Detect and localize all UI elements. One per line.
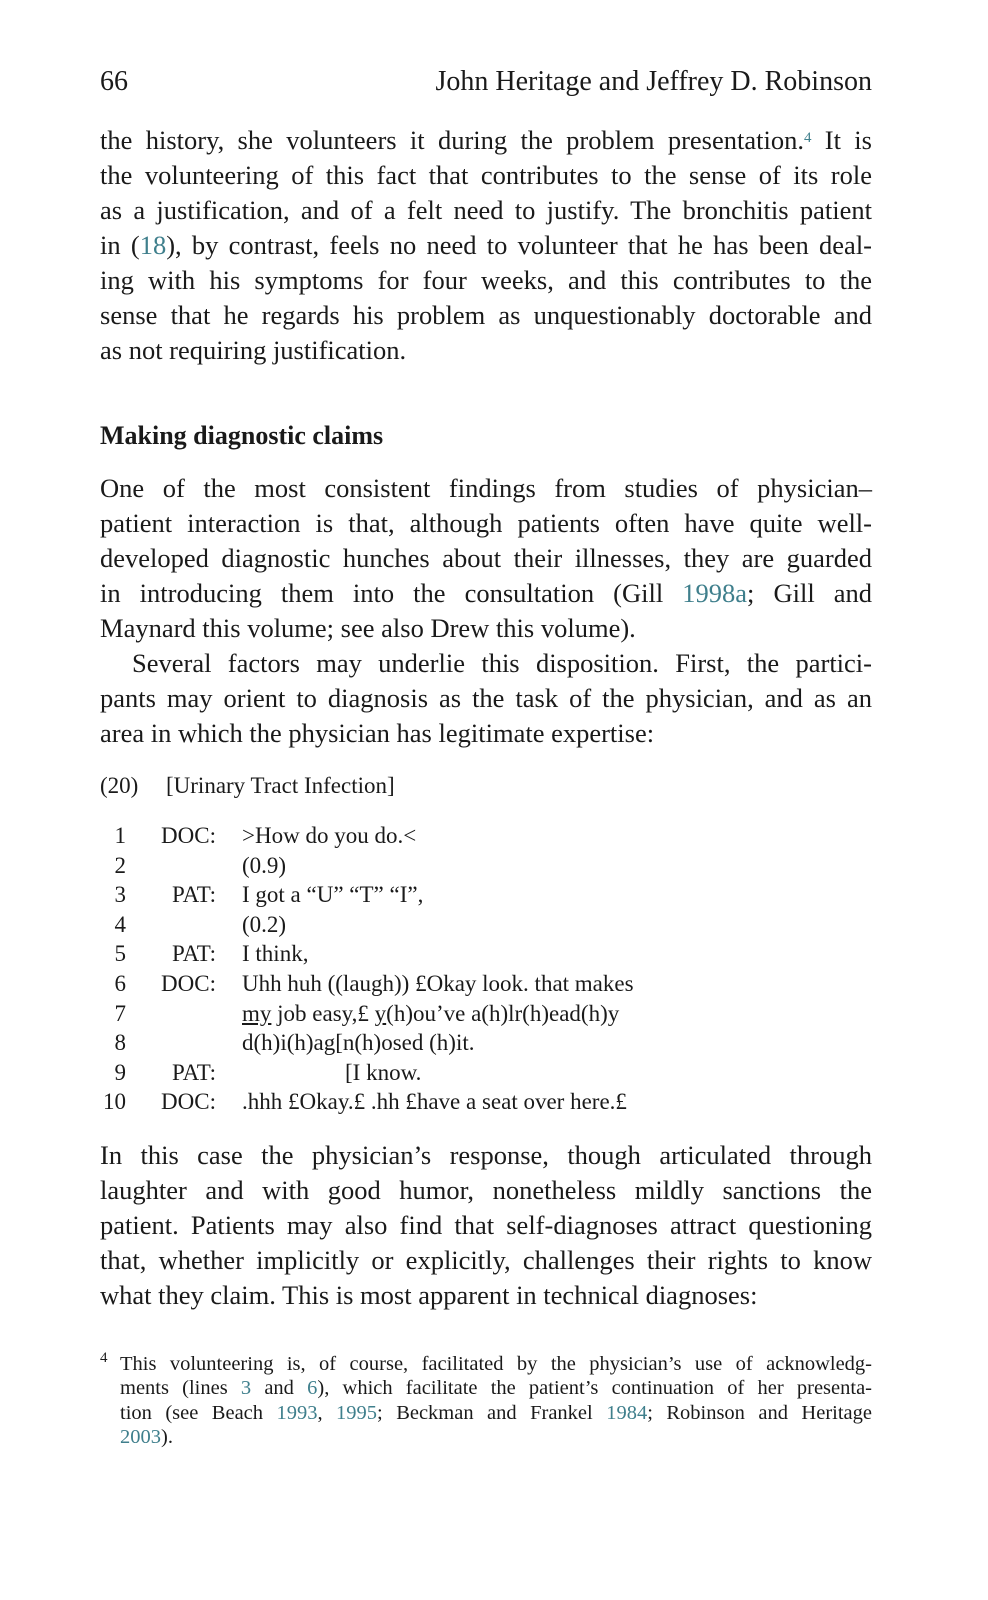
- text-line: area in which the physician has legitimate expertise:: [100, 718, 655, 748]
- footnote-line: ments (lines 3 and 6), which facilitate the patient’s continuation of her presenta-: [120, 1377, 872, 1400]
- paragraph-disposition: [100, 646, 872, 751]
- citation-link[interactable]: 1993: [276, 1401, 318, 1424]
- text-line: what they claim. This is most apparent in technical diagnoses:: [100, 1280, 758, 1310]
- text-line: as not requiring justification.: [100, 335, 407, 365]
- line-number: 5: [114, 941, 126, 967]
- speaker: DOC:: [161, 1089, 216, 1115]
- underlined-word: my: [242, 1000, 272, 1026]
- text-line: in introducing them into the consultation (Gill 1998a; Gill and: [100, 578, 872, 608]
- line-number: 7: [114, 1000, 126, 1026]
- line-link[interactable]: 3: [240, 1377, 252, 1400]
- text-line: in (18), by contrast, feels no need to volunteer that he has been deal-: [100, 230, 873, 260]
- speaker: PAT:: [171, 882, 216, 908]
- paragraph-sanction: [100, 1138, 872, 1313]
- example-link[interactable]: 18: [139, 230, 167, 260]
- transcript-line: [100, 880, 872, 910]
- utterance: >How do you do.<: [242, 823, 417, 848]
- text-line: laughter and with good humor, nonetheless mildly sanctions the: [100, 1175, 872, 1205]
- line-number: 3: [114, 882, 126, 908]
- utterance: my job easy,£ y(h)ou’ve a(h)lr(h)ead(h)y: [242, 1000, 620, 1026]
- footnote-line: tion (see Beach 1993, 1995; Beckman and Frankel 1984; Robinson and Heritage: [120, 1401, 872, 1424]
- text-line: patient. Patients may also find that self-diagnoses attract questioning: [100, 1210, 872, 1240]
- transcript-line: [100, 821, 872, 851]
- transcript-line: [100, 851, 872, 881]
- line-number: 8: [114, 1030, 126, 1056]
- utterance: I think,: [242, 941, 309, 967]
- citation-link[interactable]: 1984: [606, 1401, 648, 1424]
- utterance: [I know.: [345, 1059, 422, 1085]
- transcript-line: [100, 1087, 872, 1117]
- text-line: pants may orient to diagnosis as the task of the physician, and as an: [100, 683, 872, 713]
- citation-link[interactable]: 1998a: [682, 578, 748, 608]
- transcript-line: [100, 999, 872, 1029]
- citation-link[interactable]: 1995: [336, 1401, 378, 1424]
- line-link[interactable]: 6: [307, 1377, 318, 1400]
- footnote-line: This volunteering is, of course, facilitated by the physician’s use of acknowledg-: [120, 1353, 872, 1375]
- utterance: (0.9): [242, 852, 287, 878]
- text-line: In this case the physician’s response, though articulated through: [100, 1140, 872, 1170]
- section-heading: Making diagnostic claims: [100, 421, 384, 450]
- text-line: as a justification, and of a felt need to justify. The bronchitis patient: [100, 195, 872, 225]
- footnote-line: 2003).: [120, 1425, 173, 1448]
- text-line: the history, she volunteers it during the problem presentation.$^4$ It is: [100, 125, 872, 155]
- transcript-line: [100, 969, 872, 999]
- text-line: that, whether implicitly or explicitly, challenges their rights to know: [100, 1245, 872, 1275]
- speaker: PAT:: [171, 941, 216, 967]
- underlined-letter: y: [374, 1000, 387, 1026]
- example-label: [100, 770, 395, 802]
- line-number: 1: [114, 823, 126, 848]
- speaker: DOC:: [161, 970, 216, 996]
- speaker: PAT:: [171, 1059, 216, 1085]
- utterance: d(h)i(h)ag[n(h)osed (h)it.: [242, 1030, 475, 1056]
- text-line: One of the most consistent findings from studies of physician–: [100, 473, 872, 503]
- example-title: [Urinary Tract Infection]: [166, 773, 395, 798]
- line-number: 9: [114, 1059, 126, 1085]
- line-number: 4: [114, 911, 126, 937]
- speaker: DOC:: [161, 823, 216, 848]
- text-line: patient interaction is that, although patients often have quite well-: [100, 508, 872, 538]
- footnote: [100, 1352, 872, 1449]
- transcript: [100, 821, 872, 1117]
- utterance: I got a “U” “T” “I”,: [242, 882, 424, 908]
- footnote-reference[interactable]: 4: [803, 130, 812, 146]
- utterance: Uhh huh ((laugh)) £Okay look. that makes: [242, 970, 634, 996]
- utterance: .hhh £Okay.£ .hh £have a seat over here.£: [242, 1089, 627, 1115]
- running-header: [100, 64, 872, 100]
- footnote-mark: 4: [100, 1350, 108, 1366]
- text-line: ing with his symptoms for four weeks, and this contributes to the: [100, 265, 872, 295]
- transcript-line: [100, 910, 872, 940]
- paragraph-history: [100, 123, 872, 368]
- text-line: Several factors may underlie this disposition. First, the partici-: [132, 648, 872, 678]
- transcript-line: [100, 1058, 872, 1088]
- line-number: 10: [103, 1089, 126, 1115]
- transcript-line: [100, 1028, 872, 1058]
- citation-link[interactable]: 2003: [120, 1425, 161, 1448]
- paragraph-diagnostic-hunches: [100, 471, 872, 646]
- text-line: Maynard this volume; see also Drew this volume).: [100, 613, 636, 643]
- text-line: developed diagnostic hunches about their illnesses, they are guarded: [100, 543, 872, 573]
- utterance: (0.2): [242, 911, 287, 937]
- line-number: 2: [114, 852, 126, 878]
- line-number: 6: [114, 970, 126, 996]
- running-header-authors: John Heritage and Jeffrey D. Robinson: [435, 66, 872, 97]
- transcript-line: [100, 939, 872, 969]
- page-number: 66: [100, 66, 128, 97]
- text-line: the volunteering of this fact that contributes to the sense of its role: [100, 160, 872, 190]
- example-number: (20): [100, 773, 139, 798]
- text-line: sense that he regards his problem as unquestionably doctorable and: [100, 300, 872, 330]
